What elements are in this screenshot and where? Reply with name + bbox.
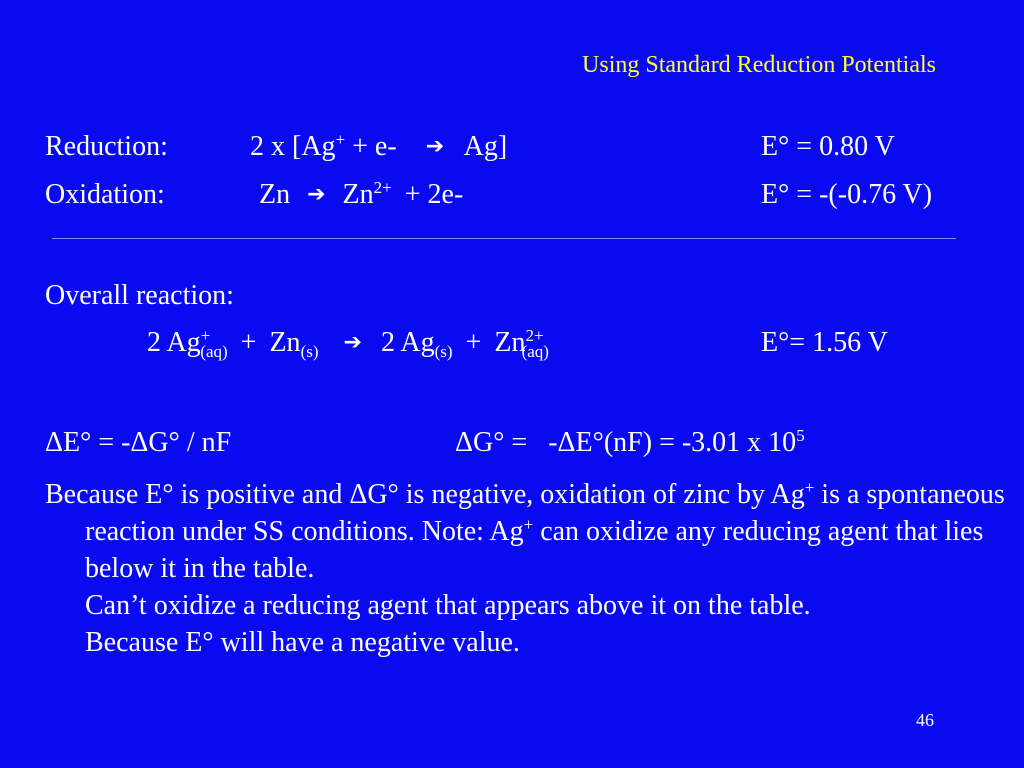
oxidation-product: Zn — [342, 179, 374, 210]
delta-g-exponent: 5 — [796, 426, 805, 445]
overall-ag-product: 2 Ag — [380, 327, 435, 358]
overall-arrow-icon: ➔ — [343, 330, 362, 355]
explanation-charge-2: + — [523, 515, 534, 534]
oxidation-label: Oxidation: — [45, 179, 165, 210]
explanation-charge-1: + — [804, 478, 815, 497]
explanation-part-1: Because E° is positive and ΔG° is negative, oxidation of zinc by Ag — [45, 479, 805, 510]
slide-title: Using Standard Reduction Potentials — [582, 52, 936, 78]
delta-g-equation — [455, 426, 805, 460]
overall-ag-product-state: (s) — [434, 342, 453, 361]
overall-heading: Overall reaction: — [45, 280, 234, 311]
overall-zn: Zn — [269, 327, 301, 358]
overall-zn-ion-charge: 2+ — [525, 326, 544, 345]
overall-ag-state: (aq) — [200, 342, 228, 361]
oxidation-product-charge: 2+ — [373, 178, 392, 197]
reduction-product: Ag] — [463, 131, 508, 162]
reduction-ion-charge: + — [335, 130, 346, 149]
explanation-part-5: Because E° will have a negative value. — [85, 627, 520, 658]
overall-zn-state: (s) — [300, 342, 319, 361]
overall-plus-1: + — [240, 327, 257, 358]
oxidation-potential: E° = -(-0.76 V) — [761, 179, 933, 210]
explanation-paragraph — [45, 476, 1024, 661]
reduction-potential: E° = 0.80 V — [761, 131, 895, 162]
overall-plus-2: + — [465, 327, 482, 358]
reduction-prefix: 2 x [Ag — [250, 131, 336, 162]
overall-ag-charge: + — [200, 326, 211, 345]
oxidation-electrons: + 2e- — [404, 179, 464, 210]
overall-equation — [147, 326, 549, 362]
explanation-part-3: can oxidize any reducing agent that lies below it in the table. — [85, 516, 984, 584]
delta-e-equation: ΔE° = -ΔG° / nF — [45, 427, 232, 458]
explanation-part-4: Can’t oxidize a reducing agent that appears above it on the table. — [85, 590, 811, 621]
reduction-label: Reduction: — [45, 131, 168, 162]
divider-line — [52, 238, 956, 239]
overall-ag: 2 Ag — [147, 327, 201, 358]
page-number: 46 — [916, 710, 934, 730]
oxidation-equation — [259, 178, 463, 214]
overall-potential: E°= 1.56 V — [761, 327, 888, 358]
reduction-equation — [250, 130, 507, 166]
reduction-arrow-icon: ➔ — [425, 134, 445, 159]
oxidation-reactant: Zn — [259, 179, 291, 210]
overall-zn-ion: Zn — [494, 327, 526, 358]
oxidation-arrow-icon: ➔ — [307, 182, 326, 207]
reduction-middle: + e- — [345, 131, 397, 162]
delta-g-text: ΔG° = -ΔE°(nF) = -3.01 x 10 — [455, 427, 797, 458]
explanation-part-2: is a spontaneous reaction under SS conditions. Note: Ag — [85, 479, 1005, 547]
overall-zn-ion-state: (aq) — [521, 342, 549, 361]
